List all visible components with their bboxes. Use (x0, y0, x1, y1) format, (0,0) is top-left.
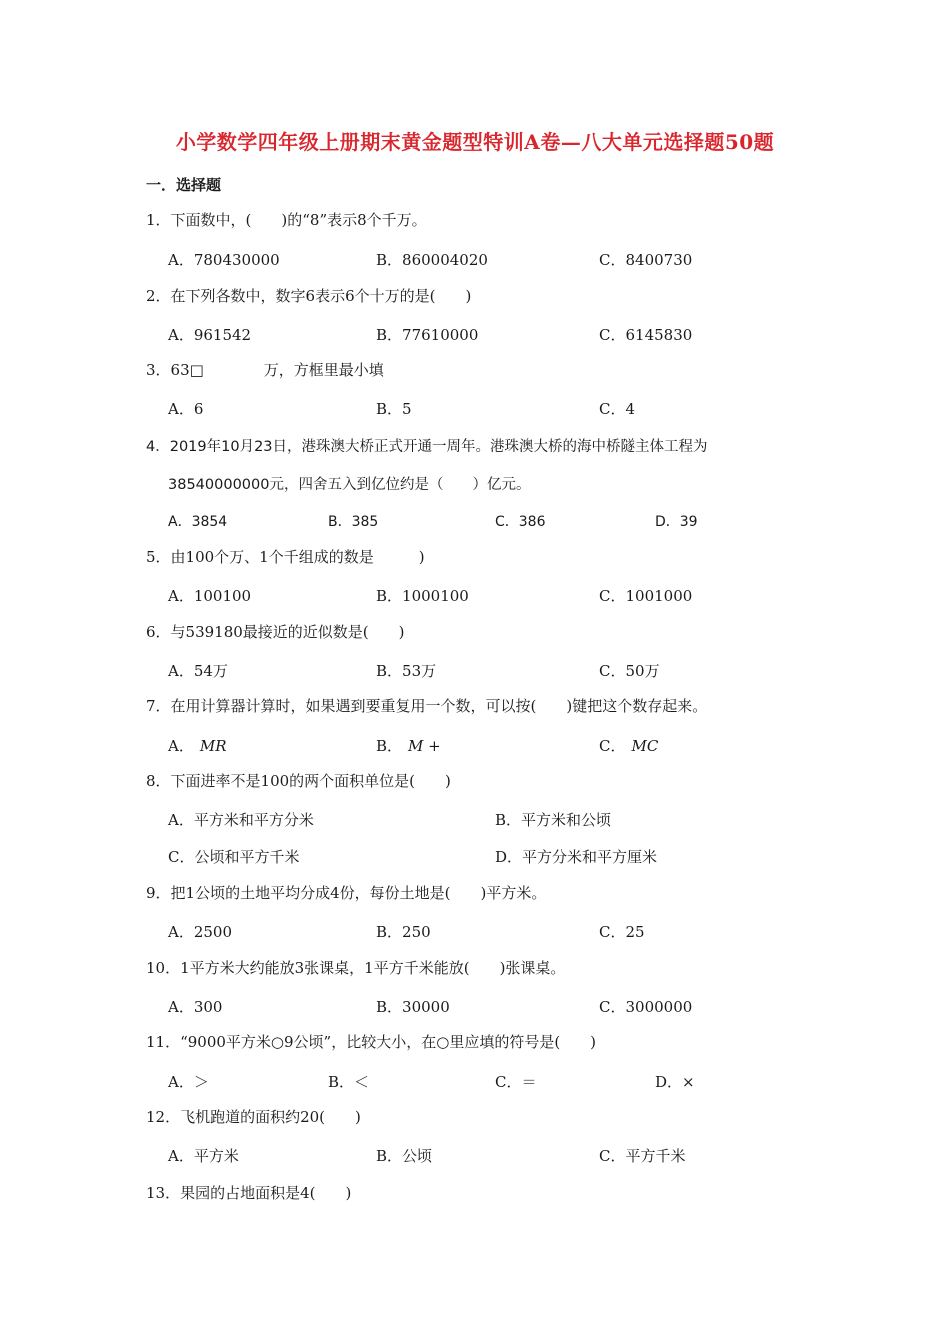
q11-option-a: A．＞ (168, 1073, 209, 1091)
q7-option-a (168, 735, 227, 756)
question-9: 9．把1公顷的土地平均分成4份，每份土地是( )平方米。 (146, 884, 547, 902)
q3-option-c: C．4 (599, 400, 636, 418)
q1-option-c: C．8400730 (599, 251, 693, 269)
q9-option-c: C．25 (599, 923, 645, 941)
q8-option-c: C．公顷和平方千米 (168, 848, 300, 866)
q2-option-c: C．6145830 (599, 326, 693, 344)
q5-option-b: B．1000100 (376, 587, 469, 605)
q8-option-d: D．平方分米和平方厘米 (495, 848, 658, 866)
q6-option-c: C．50万 (599, 662, 660, 680)
question-13: 13．果园的占地面积是4( ) (146, 1184, 352, 1202)
question-5: 5．由100个万、1个千组成的数是 ) (146, 548, 425, 566)
q3-option-a: A．6 (168, 400, 204, 418)
q8-option-a: A．平方米和平方分米 (168, 811, 314, 829)
q11-option-b: B．＜ (328, 1073, 370, 1091)
q7-option-b-letter: B． (376, 737, 403, 755)
q9-option-a: A．2500 (168, 923, 233, 941)
q7-option-c-letter: C． (599, 737, 626, 755)
q7-option-c-value: MC (631, 737, 659, 755)
q7-option-b-value: M + (408, 737, 441, 755)
q4-option-a: A．3854 (168, 514, 228, 530)
question-3: 3．63□ 万，方框里最小填 (146, 361, 384, 379)
q6-option-a: A．54万 (168, 662, 228, 680)
section-heading: 一．选择题 (146, 176, 222, 194)
q12-option-b: B．公顷 (376, 1147, 433, 1165)
q7-option-a-value: MR (199, 737, 227, 755)
q10-option-c: C．3000000 (599, 998, 693, 1016)
question-7: 7．在用计算器计算时，如果遇到要重复用一个数，可以按( )键把这个数存起来。 (146, 697, 708, 715)
question-12: 12．飞机跑道的面积约20( ) (146, 1108, 361, 1126)
q1-option-a: A．780430000 (168, 251, 280, 269)
q5-option-a: A．100100 (168, 587, 252, 605)
question-4-line-2: 38540000000元，四舍五入到亿位约是（ ）亿元。 (168, 477, 531, 493)
question-10: 10．1平方米大约能放3张课桌，1平方千米能放( )张课桌。 (146, 959, 566, 977)
q7-option-b (376, 735, 441, 756)
q4-option-c: C．386 (495, 514, 546, 530)
q6-option-b: B．53万 (376, 662, 437, 680)
q7-option-a-letter: A． (168, 737, 194, 755)
q11-option-c: C．＝ (495, 1073, 537, 1091)
q12-option-a: A．平方米 (168, 1147, 239, 1165)
question-4: 4．2019年10月23日，港珠澳大桥正式开通一周年。港珠澳大桥的海中桥隧主体工程为 (146, 439, 708, 455)
q8-option-b: B．平方米和公顷 (495, 811, 612, 829)
q1-option-b: B．860004020 (376, 251, 488, 269)
q2-option-b: B．77610000 (376, 326, 479, 344)
q9-option-b: B．250 (376, 923, 431, 941)
q3-option-b: B．5 (376, 400, 412, 418)
page-title: 小学数学四年级上册期末黄金题型特训A卷—八大单元选择题50题 (175, 130, 775, 154)
q12-option-c: C．平方千米 (599, 1147, 686, 1165)
question-6: 6．与539180最接近的近似数是( ) (146, 623, 405, 641)
q4-option-d: D．39 (655, 514, 698, 530)
q4-option-b: B．385 (328, 514, 379, 530)
question-1: 1．下面数中，( )的“8”表示8个千万。 (146, 211, 427, 229)
q2-option-a: A．961542 (168, 326, 252, 344)
q11-option-d: D．× (655, 1073, 695, 1091)
question-2: 2．在下列各数中，数字6表示6个十万的是( ) (146, 287, 472, 305)
q5-option-c: C．1001000 (599, 587, 693, 605)
q10-option-a: A．300 (168, 998, 223, 1016)
question-11: 11．“9000平方米○9公顷”，比较大小，在○里应填的符号是( ) (146, 1033, 597, 1051)
question-8: 8．下面进率不是100的两个面积单位是( ) (146, 772, 451, 790)
q10-option-b: B．30000 (376, 998, 450, 1016)
q7-option-c (599, 735, 658, 756)
